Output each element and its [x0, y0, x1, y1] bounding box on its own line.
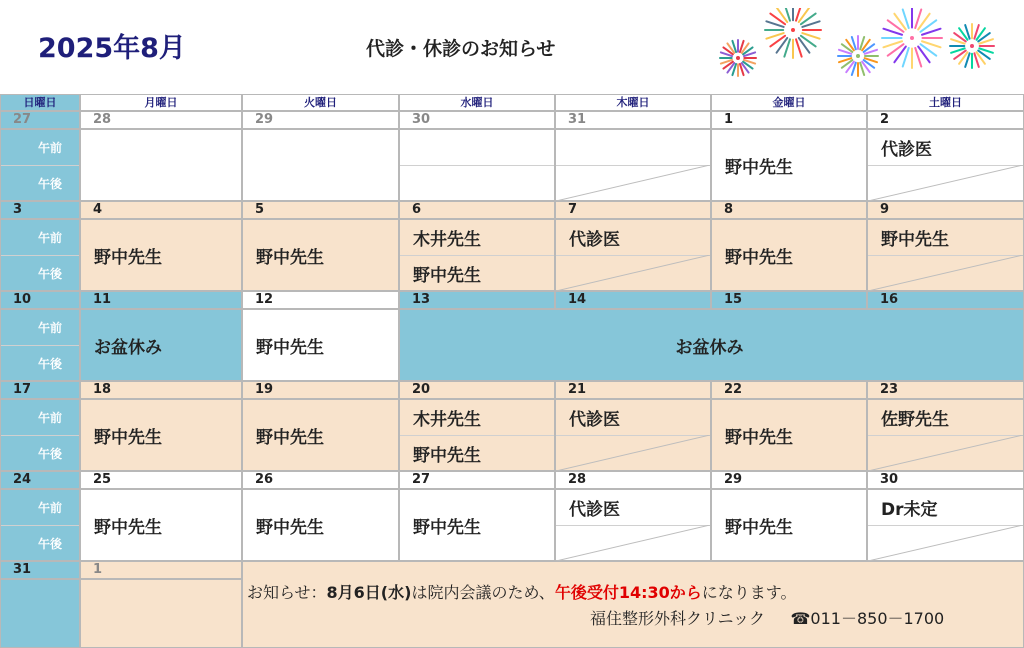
day-number: 23: [880, 382, 899, 397]
day-cell: [80, 129, 242, 201]
doctor-name: 野中先生: [256, 338, 324, 358]
day-number: 26: [255, 472, 274, 487]
doctor-name-am: 木井先生: [413, 410, 481, 430]
day-number: 17: [13, 382, 32, 397]
doctor-name: 野中先生: [94, 518, 162, 538]
doctor-name-am: 代診医: [569, 500, 620, 520]
doctor-name-am: Dr未定: [881, 500, 938, 520]
day-number: 3: [13, 202, 23, 217]
day-number-cell: [242, 201, 399, 219]
doctor-name-am: 佐野先生: [881, 410, 949, 430]
notice-suffix: になります。: [701, 583, 797, 602]
notice-text: [247, 580, 796, 603]
clinic-phone: ☎011－850－1700: [790, 609, 945, 628]
day-number: 31: [13, 562, 32, 577]
doctor-name-am: 木井先生: [413, 230, 481, 250]
day-number-cell: [0, 201, 80, 219]
clinic-info: [590, 606, 944, 629]
diagonal-line: [868, 435, 1023, 471]
weekday-header: 月曜日: [80, 94, 242, 111]
am-label: 午前: [38, 411, 63, 425]
weekday-header: 金曜日: [711, 94, 867, 111]
doctor-name-am: 野中先生: [881, 230, 949, 250]
session-divider: [1, 165, 79, 166]
day-number-cell: [867, 201, 1024, 219]
day-number: 7: [568, 202, 578, 217]
session-divider: [1, 255, 79, 256]
day-number: 4: [93, 202, 103, 217]
doctor-name: 野中先生: [725, 248, 793, 268]
pm-label: 午後: [38, 267, 63, 281]
doctor-name-pm: 野中先生: [413, 446, 481, 466]
day-number: 25: [93, 472, 112, 487]
notice-box: [242, 561, 1024, 648]
diagonal-line: [868, 165, 1023, 201]
diagonal-line: [556, 255, 710, 291]
doctor-name: 野中先生: [725, 158, 793, 178]
day-number: 8: [724, 202, 734, 217]
day-number: 27: [412, 472, 431, 487]
day-number-cell: [867, 111, 1024, 129]
day-number: 10: [13, 292, 32, 307]
day-number-cell: [0, 561, 80, 579]
day-number: 1: [93, 562, 103, 577]
session-divider: [400, 165, 554, 166]
doctor-name: 野中先生: [413, 518, 481, 538]
notice-highlight: 午後受付14:30から: [554, 583, 702, 602]
doctor-name-pm: 野中先生: [413, 266, 481, 286]
am-label: 午前: [38, 141, 63, 155]
day-number: 9: [880, 202, 890, 217]
day-number-cell: [711, 201, 867, 219]
day-number: 21: [568, 382, 587, 397]
day-number: 31: [568, 112, 587, 127]
day-number: 20: [412, 382, 431, 397]
clinic-name: 福住整形外科クリニック: [590, 609, 766, 628]
day-number-cell: [0, 111, 80, 129]
session-divider: [1, 525, 79, 526]
day-cell: [0, 579, 80, 648]
session-divider: [400, 255, 554, 256]
session-divider: [1, 345, 79, 346]
diagonal-line: [868, 525, 1023, 561]
day-number: 14: [568, 292, 587, 307]
day-number-cell: [80, 201, 242, 219]
am-label: 午前: [38, 231, 63, 245]
day-number: 30: [880, 472, 899, 487]
doctor-name: 野中先生: [256, 428, 324, 448]
page-title: 代診・休診のお知らせ: [366, 38, 556, 60]
day-number: 12: [255, 292, 274, 307]
day-number: 27: [13, 112, 32, 127]
day-number: 13: [412, 292, 431, 307]
page-title-date: 2025年8月: [38, 33, 186, 64]
day-number: 16: [880, 292, 899, 307]
day-number: 30: [412, 112, 431, 127]
day-number: 24: [13, 472, 32, 487]
day-number: 5: [255, 202, 265, 217]
day-number: 28: [568, 472, 587, 487]
doctor-name-am: 代診医: [569, 230, 620, 250]
day-number: 29: [255, 112, 274, 127]
doctor-name: 野中先生: [256, 518, 324, 538]
weekday-header: 水曜日: [399, 94, 555, 111]
day-number: 28: [93, 112, 112, 127]
holiday-label: お盆休み: [675, 338, 744, 358]
weekday-header: 木曜日: [555, 94, 711, 111]
weekday-header: 日曜日: [0, 94, 80, 111]
am-label: 午前: [38, 321, 63, 335]
day-number-cell: [0, 381, 80, 399]
pm-label: 午後: [38, 357, 63, 371]
day-number: 2: [880, 112, 890, 127]
day-number-cell: [711, 111, 867, 129]
day-number: 29: [724, 472, 743, 487]
day-number: 15: [724, 292, 743, 307]
day-number: 22: [724, 382, 743, 397]
doctor-name: お盆休み: [94, 338, 162, 358]
doctor-name: 野中先生: [725, 518, 793, 538]
notice-prefix: お知らせ：: [247, 583, 327, 602]
day-number: 19: [255, 382, 274, 397]
pm-label: 午後: [38, 447, 63, 461]
notice-mid: は院内会議のため、: [411, 583, 555, 602]
doctor-name: 野中先生: [725, 428, 793, 448]
day-number: 1: [724, 112, 734, 127]
day-number-cell: [555, 201, 711, 219]
pm-label: 午後: [38, 537, 63, 551]
doctor-name: 野中先生: [94, 428, 162, 448]
day-number-cell: [80, 561, 242, 579]
day-cell: [80, 579, 242, 648]
session-divider: [1, 435, 79, 436]
am-label: 午前: [38, 501, 63, 515]
doctor-name: 野中先生: [94, 248, 162, 268]
session-divider: [400, 435, 554, 436]
day-number-cell: [399, 201, 555, 219]
diagonal-line: [868, 255, 1023, 291]
notice-date: 8月6日(水): [326, 583, 412, 602]
diagonal-line: [556, 525, 710, 561]
day-cell: [242, 129, 399, 201]
doctor-name-am: 代診医: [881, 140, 932, 160]
diagonal-line: [556, 435, 710, 471]
doctor-name-am: 代診医: [569, 410, 620, 430]
diagonal-line: [556, 165, 710, 201]
day-number: 6: [412, 202, 422, 217]
weekday-header: 土曜日: [867, 94, 1024, 111]
day-number: 18: [93, 382, 112, 397]
day-number: 11: [93, 292, 112, 307]
day-number-cell: [0, 291, 80, 309]
doctor-name: 野中先生: [256, 248, 324, 268]
day-number-cell: [0, 471, 80, 489]
pm-label: 午後: [38, 177, 63, 191]
weekday-header: 火曜日: [242, 94, 399, 111]
